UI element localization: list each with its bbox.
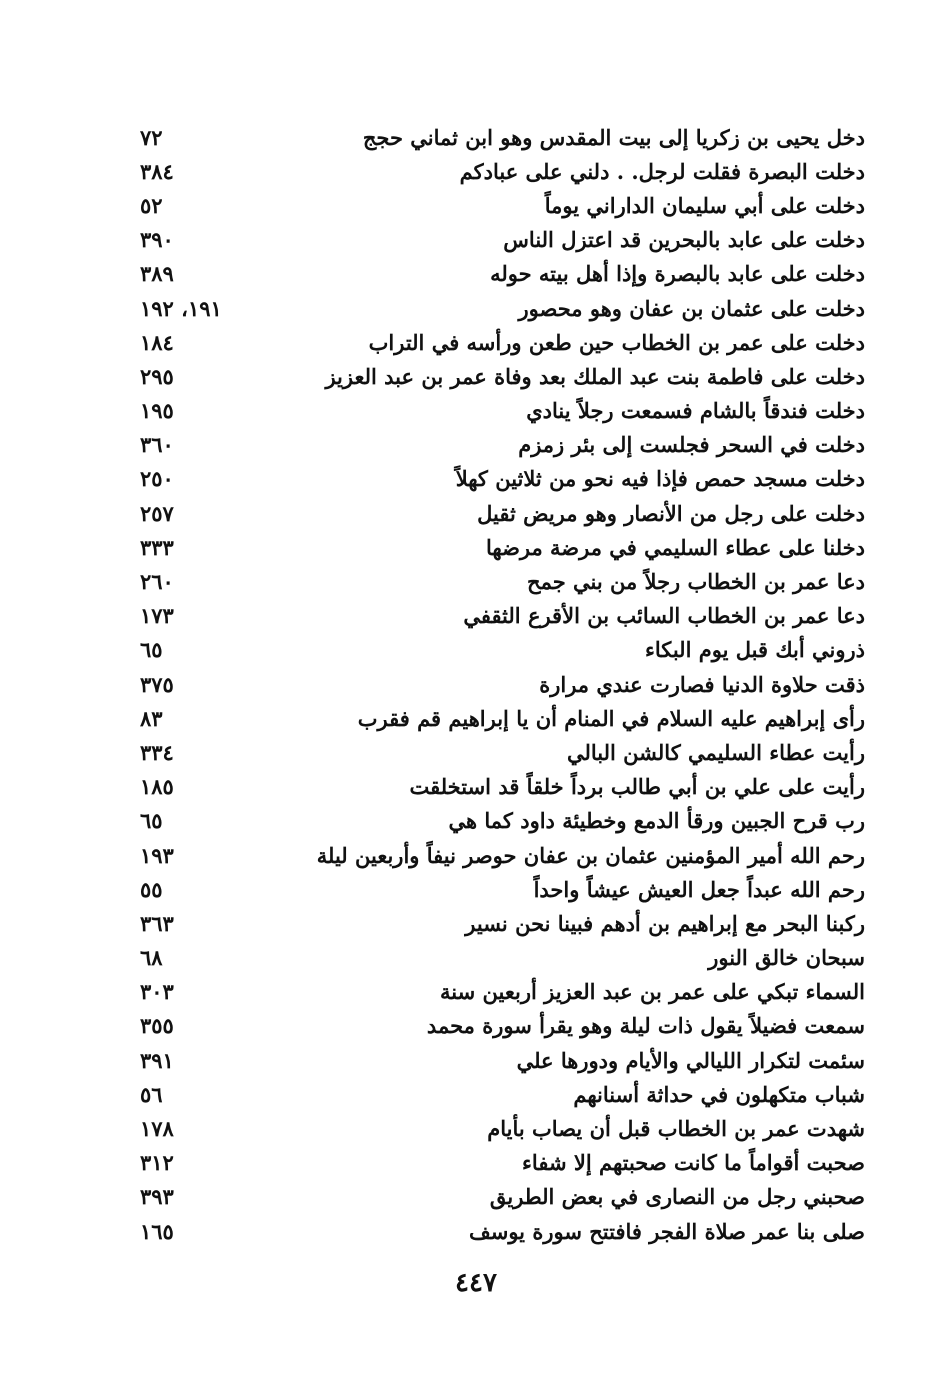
entry-text: شباب متكهلون في حداثة أسنانهم bbox=[573, 1081, 865, 1107]
entry-text: دخلت على فاطمة بنت عبد الملك بعد وفاة عمر بن عبد العزيز bbox=[325, 363, 865, 389]
entry-page-ref: ١٧٨ bbox=[140, 1116, 174, 1142]
entry-page-ref: ٣٣٤ bbox=[140, 739, 174, 765]
entry-text: دخلت على عابد بالبصرة وإذا أهل بيته حوله bbox=[490, 261, 865, 287]
entry-page-ref: ٣٧٥ bbox=[140, 671, 174, 697]
index-entry bbox=[140, 1146, 865, 1180]
index-entry bbox=[140, 394, 865, 428]
entry-text: دخل يحيى بن زكريا إلى بيت المقدس وهو ابن ثماني حجج bbox=[362, 124, 865, 150]
index-entry bbox=[140, 223, 865, 257]
entry-text: دخلت في السحر فجلست إلى بئر زمزم bbox=[518, 432, 865, 458]
entry-page-ref: ٢٩٥ bbox=[140, 363, 174, 389]
entry-page-ref: ٥٦ bbox=[140, 1081, 163, 1107]
index-entry bbox=[140, 633, 865, 667]
index-entry bbox=[140, 188, 865, 222]
index-entry bbox=[140, 1009, 865, 1043]
entry-page-ref: ١٩٥ bbox=[140, 398, 174, 424]
index-entry bbox=[140, 120, 865, 154]
entry-page-ref: ٦٥ bbox=[140, 637, 163, 663]
entry-page-ref: ١٦٥ bbox=[140, 1218, 174, 1244]
index-entry bbox=[140, 462, 865, 496]
entry-page-ref: ٣٩٠ bbox=[140, 227, 174, 253]
entry-page-ref: ٣٦٣ bbox=[140, 910, 174, 936]
index-entry bbox=[140, 1043, 865, 1077]
entry-page-ref: ٥٢ bbox=[140, 192, 163, 218]
index-entry bbox=[140, 975, 865, 1009]
entry-page-ref: ٣٠٣ bbox=[140, 979, 174, 1005]
entry-text: ذروني أبك قبل يوم البكاء bbox=[644, 637, 865, 663]
page-number: ٤٤٧ bbox=[455, 1268, 497, 1298]
index-entry bbox=[140, 872, 865, 906]
entry-page-ref: ٧٢ bbox=[140, 124, 163, 150]
entry-text: سئمت لتكرار الليالي والأيام ودورها علي bbox=[516, 1047, 865, 1073]
index-entry bbox=[140, 564, 865, 598]
entry-page-ref: ١٩٣ bbox=[140, 842, 174, 868]
entry-page-ref: ٦٨ bbox=[140, 945, 163, 971]
entry-text: دعا عمر بن الخطاب السائب بن الأقرع الثقفي bbox=[463, 603, 865, 629]
entry-text: ركبنا البحر مع إبراهيم بن أدهم فبينا نحن نسير bbox=[465, 910, 865, 936]
index-list bbox=[140, 120, 865, 1248]
entry-page-ref: ٥٥ bbox=[140, 876, 163, 902]
entry-page-ref: ٣٥٥ bbox=[140, 1013, 174, 1039]
index-entry bbox=[140, 325, 865, 359]
entry-page-ref: ٣٨٤ bbox=[140, 158, 174, 184]
entry-text: رأيت على علي بن أبي طالب برداً خلقاً قد استخلقت bbox=[409, 774, 865, 800]
index-entry bbox=[140, 1111, 865, 1145]
entry-page-ref: ٣١٢ bbox=[140, 1150, 174, 1176]
index-entry bbox=[140, 291, 865, 325]
entry-page-ref: ١٨٥ bbox=[140, 774, 174, 800]
index-entry bbox=[140, 1077, 865, 1111]
entry-text: سمعت فضيلاً يقول ذات ليلة وهو يقرأ سورة محمد bbox=[426, 1013, 865, 1039]
entry-text: رأيت عطاء السليمي كالشن البالي bbox=[567, 739, 865, 765]
index-entry bbox=[140, 257, 865, 291]
entry-text: دخلت على عمر بن الخطاب حين طعن ورأسه في التراب bbox=[368, 329, 865, 355]
entry-page-ref: ٨٣ bbox=[140, 705, 163, 731]
entry-page-ref: ١٩١، ١٩٢ bbox=[140, 295, 222, 321]
entry-page-ref: ٣٨٩ bbox=[140, 261, 174, 287]
entry-text: صحبني رجل من النصارى في بعض الطريق bbox=[489, 1184, 865, 1210]
index-entry bbox=[140, 667, 865, 701]
entry-text: دعا عمر بن الخطاب رجلاً من بني جمح bbox=[527, 569, 865, 595]
entry-text: رب قرح الجبين ورقأ الدمع وخطيئة داود كما هي bbox=[448, 808, 865, 834]
entry-text: رأى إبراهيم عليه السلام في المنام أن يا إبراهيم قم فقرب bbox=[357, 705, 865, 731]
index-entry bbox=[140, 906, 865, 940]
index-entry bbox=[140, 735, 865, 769]
entry-page-ref: ٣٦٠ bbox=[140, 432, 174, 458]
entry-text: دخلت فندقاً بالشام فسمعت رجلاً ينادي bbox=[526, 398, 865, 424]
index-entry bbox=[140, 428, 865, 462]
entry-text: السماء تبكي على عمر بن عبد العزيز أربعين سنة bbox=[440, 979, 865, 1005]
index-entry bbox=[140, 154, 865, 188]
index-entry bbox=[140, 941, 865, 975]
entry-text: دخلت على رجل من الأنصار وهو مريض ثقيل bbox=[477, 500, 865, 526]
index-entry bbox=[140, 496, 865, 530]
entry-text: رحم الله أمير المؤمنين عثمان بن عفان حوصر نيفاً وأربعين ليلة bbox=[316, 842, 865, 868]
entry-text: صلى بنا عمر صلاة الفجر فافتتح سورة يوسف bbox=[469, 1218, 865, 1244]
index-entry bbox=[140, 838, 865, 872]
entry-page-ref: ٢٦٠ bbox=[140, 569, 174, 595]
entry-text: ذقت حلاوة الدنيا فصارت عندي مرارة bbox=[539, 671, 865, 697]
entry-page-ref: ١٨٤ bbox=[140, 329, 174, 355]
entry-text: دخلنا على عطاء السليمي في مرضة مرضها bbox=[485, 534, 865, 560]
entry-page-ref: ١٧٣ bbox=[140, 603, 174, 629]
entry-text: دخلت البصرة فقلت لرجل. . دلني على عبادكم bbox=[459, 158, 865, 184]
entry-text: رحم الله عبداً جعل العيش عيشاً واحداً bbox=[533, 876, 865, 902]
index-entry bbox=[140, 359, 865, 393]
entry-page-ref: ٦٥ bbox=[140, 808, 163, 834]
entry-text: شهدت عمر بن الخطاب قبل أن يصاب بأيام bbox=[487, 1116, 865, 1142]
entry-text: دخلت على عثمان بن عفان وهو محصور bbox=[518, 295, 865, 321]
entry-text: دخلت على عابد بالبحرين قد اعتزل الناس bbox=[503, 227, 865, 253]
index-entry bbox=[140, 1180, 865, 1214]
index-entry bbox=[140, 599, 865, 633]
entry-page-ref: ٢٥٧ bbox=[140, 500, 174, 526]
entry-text: دخلت على أبي سليمان الداراني يوماً bbox=[544, 192, 865, 218]
entry-page-ref: ٣٩٣ bbox=[140, 1184, 174, 1210]
index-entry bbox=[140, 770, 865, 804]
entry-text: صحبت أقواماً ما كانت صحبتهم إلا شفاء bbox=[522, 1150, 865, 1176]
index-entry bbox=[140, 701, 865, 735]
entry-page-ref: ٣٩١ bbox=[140, 1047, 174, 1073]
entry-page-ref: ٢٥٠ bbox=[140, 466, 174, 492]
entry-page-ref: ٣٣٣ bbox=[140, 534, 174, 560]
entry-text: سبحان خالق النور bbox=[708, 945, 865, 971]
index-entry bbox=[140, 804, 865, 838]
entry-text: دخلت مسجد حمص فإذا فيه نحو من ثلاثين كهلاً bbox=[455, 466, 865, 492]
index-entry bbox=[140, 530, 865, 564]
index-entry bbox=[140, 1214, 865, 1248]
